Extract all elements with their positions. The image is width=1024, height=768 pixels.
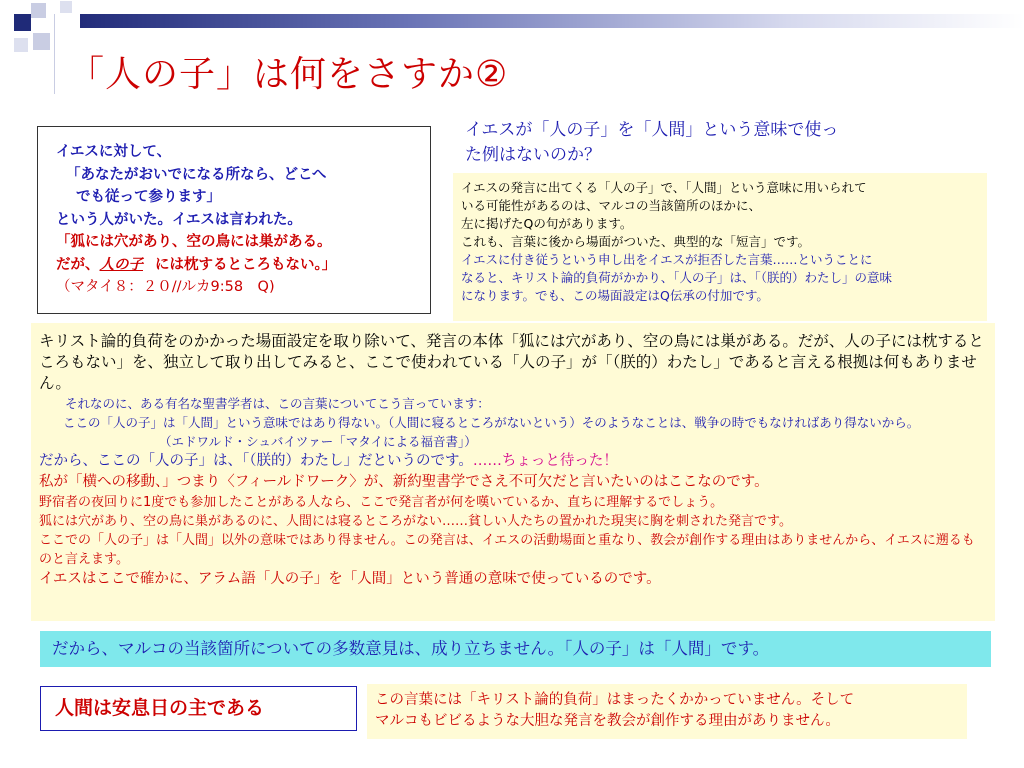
quote-speech-line-1: 「あなたがおいでになる所なら、どこへ <box>66 166 327 183</box>
note-line-2: いる可能性があるのは、マルコの当該箇所のほかに、 <box>461 198 762 213</box>
scripture-quote-box <box>37 126 431 314</box>
main-argument <box>31 323 995 621</box>
conclusion-banner: だから、マルコの当該箇所についての多数意見は、成り立ちません。「人の子」は「人間」です。 <box>40 631 991 667</box>
header-gradient-bar <box>80 14 1024 28</box>
wait-a-minute: ……ちょっと待った！ <box>472 453 618 469</box>
question-text <box>465 118 905 168</box>
decor-square-white <box>46 18 54 32</box>
quote-intro: イエスに対して、 <box>56 144 172 160</box>
question-line-1: イエスが「人の子」を「人間」という意味で使っ <box>465 120 839 140</box>
final-line-2: マルコもビビるような大胆な発言を教会が創作する理由がありません。 <box>375 713 840 729</box>
decor-square-lavender-2 <box>33 33 50 50</box>
main-quote-scholar <box>39 413 987 451</box>
note-line-4: これも、言葉に後から場面がついた、典型的な「短言」です。 <box>461 234 811 249</box>
main-quote-intro: それなのに、ある有名な聖書学者は、この言葉についてこう言っています： <box>65 396 490 411</box>
decor-vertical-line <box>54 14 55 94</box>
explanatory-note <box>453 173 987 321</box>
main-paragraph-6: 狐には穴があり、空の鳥に巣があるのに、人間には寝るところがない……貧しい人たちの置かれた現実に胸を刺された発言です。 <box>39 514 792 529</box>
main-quote-scholar-text: ここの「人の子」は「人間」という意味ではあり得ない。（人間に寝るところがないという）そのようなことは、戦争の時でもなければあり得ないから。 <box>63 415 920 430</box>
main-quote-scholar-ref: （エドワルド・シュバイツァー「マタイによる福音書」） <box>159 434 477 449</box>
decor-square-lavender-4 <box>14 38 28 52</box>
sabbath-heading: 人間は安息日の主である <box>40 686 357 731</box>
main-paragraph-3-text: だから、ここの「人の子」は、「（朕的）わたし」だというのです。 <box>39 453 473 469</box>
main-paragraph-4: 私が「横への移動、」つまり〈フィールドワーク〉が、新約聖書学でさえ不可欠だと言いたいのはここなのです。 <box>39 474 769 490</box>
decor-square-lavender-3 <box>60 1 72 13</box>
quote-narration: という人がいた。イエスは言われた。 <box>56 211 302 228</box>
note-line-6: なると、キリスト論的負荷がかかり、「人の子」は、「（朕的）わたし」の意味 <box>461 270 893 285</box>
decor-square-lavender-1 <box>31 3 46 18</box>
note-line-5: イエスに付き従うという申し出をイエスが拒否した言葉……ということに <box>461 252 873 267</box>
main-paragraph-7: ここでの「人の子」は「人間」以外の意味ではあり得ません。この発言は、イエスの活動場面と重なり、教会が創作する理由はありませんから、イエスに遡るものと言えます。 <box>39 533 975 567</box>
son-of-man-emphasis: 人の子 <box>99 256 143 273</box>
note-line-3: 左に掲げたQの句があります。 <box>461 216 633 231</box>
main-paragraph-5: 野宿者の夜回りに1度でも参加したことがある人なら、ここで発言者が何を嘆いているか、直ちに理解するでしょう。 <box>39 495 724 510</box>
final-line-1: この言葉には「キリスト論的負荷」はまったくかかっていません。そして <box>375 692 855 708</box>
note-line-1: イエスの発言に出てくる「人の子」で、「人間」という意味に用いられて <box>461 180 867 195</box>
decor-square-navy <box>14 14 31 31</box>
quote-speech-line-2: でも従って参ります」 <box>76 189 221 205</box>
slide-title: 「人の子」は何をさすか② <box>68 54 509 95</box>
main-paragraph-3 <box>39 451 987 472</box>
quote-jesus-line-2-start: だが、 <box>56 256 100 273</box>
main-paragraph-8: イエスはここで確かに、アラム語「人の子」を「人間」という普通の意味で使っているのです。 <box>39 571 661 587</box>
note-line-7: になります。でも、この場面設定はQ伝承の付加です。 <box>461 288 769 303</box>
question-line-2: た例はないのか？ <box>465 145 601 165</box>
quote-reference: （マタイ８：２０//ルカ9:58 Q) <box>56 279 275 295</box>
quote-jesus-line-2 <box>56 254 430 277</box>
quote-jesus-line-1: 「狐には穴があり、空の鳥には巣がある。 <box>56 234 332 250</box>
quote-jesus-line-2-end: には枕するところもない。」 <box>155 256 337 273</box>
final-note <box>367 684 967 739</box>
main-paragraph-1: キリスト論的負荷をのかかった場面設定を取り除いて、発言の本体「狐には穴があり、空の鳥には巣がある。だが、人の子には枕するところもない」を、独立して取り出してみると、ここで使われている「人の子」が「（朕的）わたし」であると言える根拠は何もありません。 <box>39 332 984 392</box>
